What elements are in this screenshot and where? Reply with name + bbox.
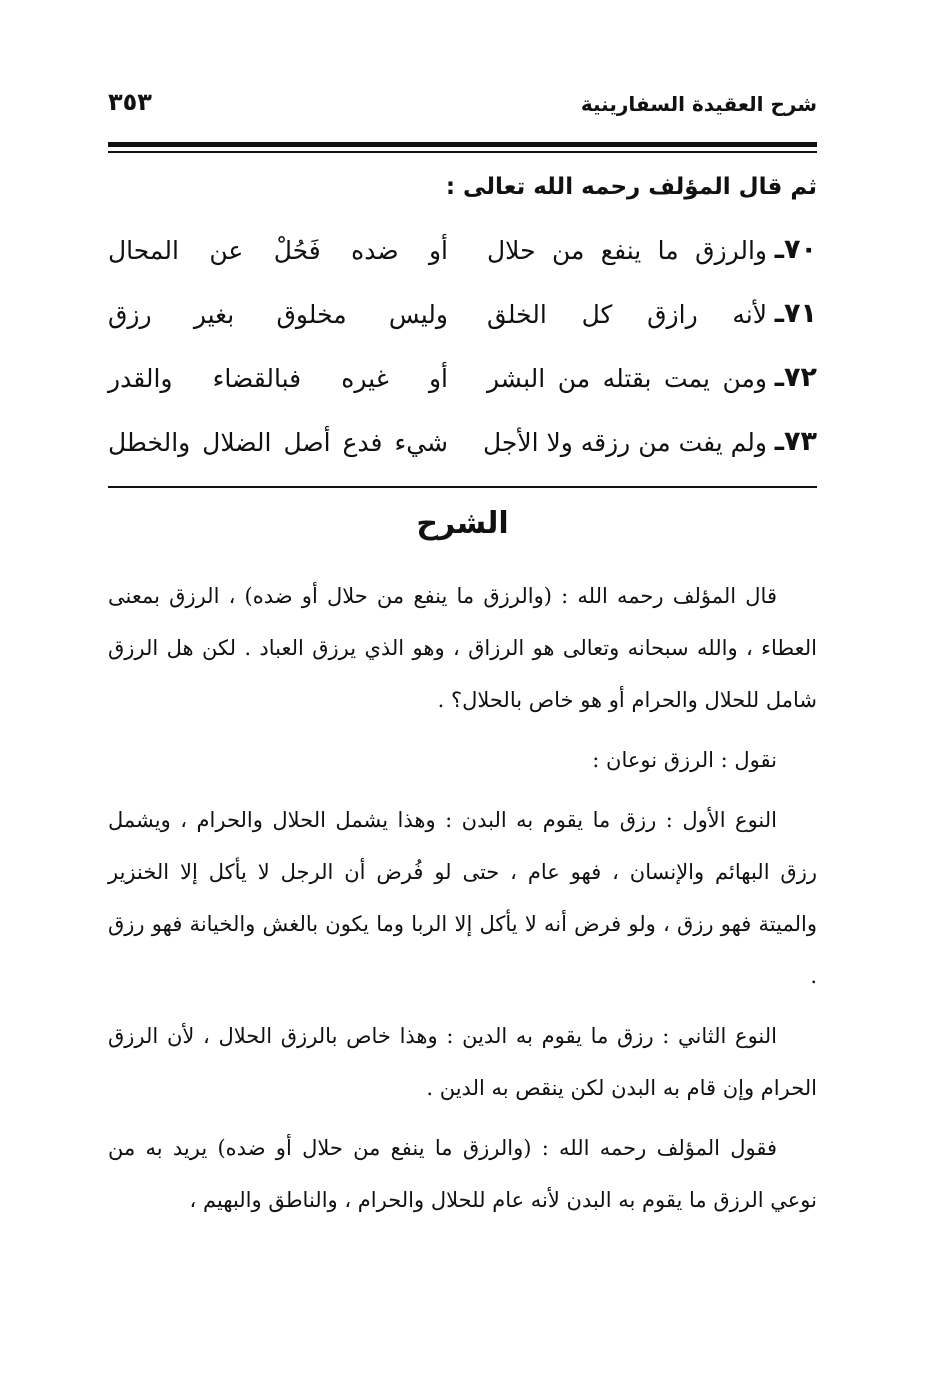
- verse-divider: [108, 486, 817, 488]
- verse-second-hemistich: شيء فدع أصل الضلال والخطل: [108, 428, 448, 457]
- verse-70: [108, 228, 817, 292]
- verse-first-hemistich: والرزق ما ينفع من حلال: [487, 236, 767, 265]
- verse-first-hemistich: لأنه رازق كل الخلق: [487, 300, 767, 329]
- verse-number: ٧٣ـ: [774, 426, 817, 457]
- verse-block: [108, 228, 817, 484]
- verse-first-hemistich: ولم يفت من رزقه ولا الأجل: [482, 428, 767, 457]
- verse-second-hemistich: أو غيره فبالقضاء والقدر: [108, 364, 448, 393]
- verse-intro: ثم قال المؤلف رحمه الله تعالى :: [445, 174, 817, 200]
- paragraph: قال المؤلف رحمه الله : (والرزق ما ينفع من حلال أو ضده) ، الرزق بمعنى العطاء ، والله سبحانه وتعالى هو الرزاق ، وهو الذي يرزق العباد . لكن هل الرزق شامل للحلال والحرام أو هو خاص بالحلال؟ .: [108, 584, 817, 712]
- header-rule-thin: [108, 151, 817, 153]
- paragraph: النوع الثاني : رزق ما يقوم به الدين : وهذا خاص بالرزق الحلال ، لأن الرزق الحرام وإن قام به البدن لكن ينقص به الدين .: [108, 1024, 817, 1100]
- commentary-body: [108, 570, 817, 1234]
- verse-number: ٧٢ـ: [774, 362, 817, 393]
- verse-number: ٧٠ـ: [774, 234, 817, 265]
- running-header: [108, 88, 817, 128]
- verse-72: [108, 356, 817, 420]
- book-title: شرح العقيدة السفارينية: [580, 92, 817, 116]
- paragraph: فقول المؤلف رحمه الله : (والرزق ما ينفع من حلال أو ضده) يريد به من نوعي الرزق ما يقوم به البدن لأنه عام للحلال والحرام ، والناطق والبهيم ،: [108, 1136, 817, 1212]
- verse-second-hemistich: أو ضده فَحُلْ عن المحال: [108, 236, 448, 265]
- section-heading: الشرح: [416, 506, 509, 541]
- paragraph: نقول : الرزق نوعان :: [592, 748, 777, 772]
- page-number: ٣٥٣: [108, 88, 152, 116]
- verse-second-hemistich: وليس مخلوق بغير رزق: [108, 300, 448, 329]
- header-rule-thick: [108, 142, 817, 147]
- verse-first-hemistich: ومن يمت بقتله من البشر: [487, 364, 767, 393]
- verse-number: ٧١ـ: [774, 298, 817, 329]
- verse-73: [108, 420, 817, 484]
- verse-71: [108, 292, 817, 356]
- paragraph: النوع الأول : رزق ما يقوم به البدن : وهذا يشمل الحلال والحرام ، ويشمل رزق البهائم والإنسان ، فهو عام ، حتى لو فُرض أن الرجل لا يأكل إلا الخنزير والميتة فهو رزق ، ولو فرض أنه لا يأكل إلا الربا وما يكون بالغش والخيانة فهو رزق .: [108, 808, 817, 988]
